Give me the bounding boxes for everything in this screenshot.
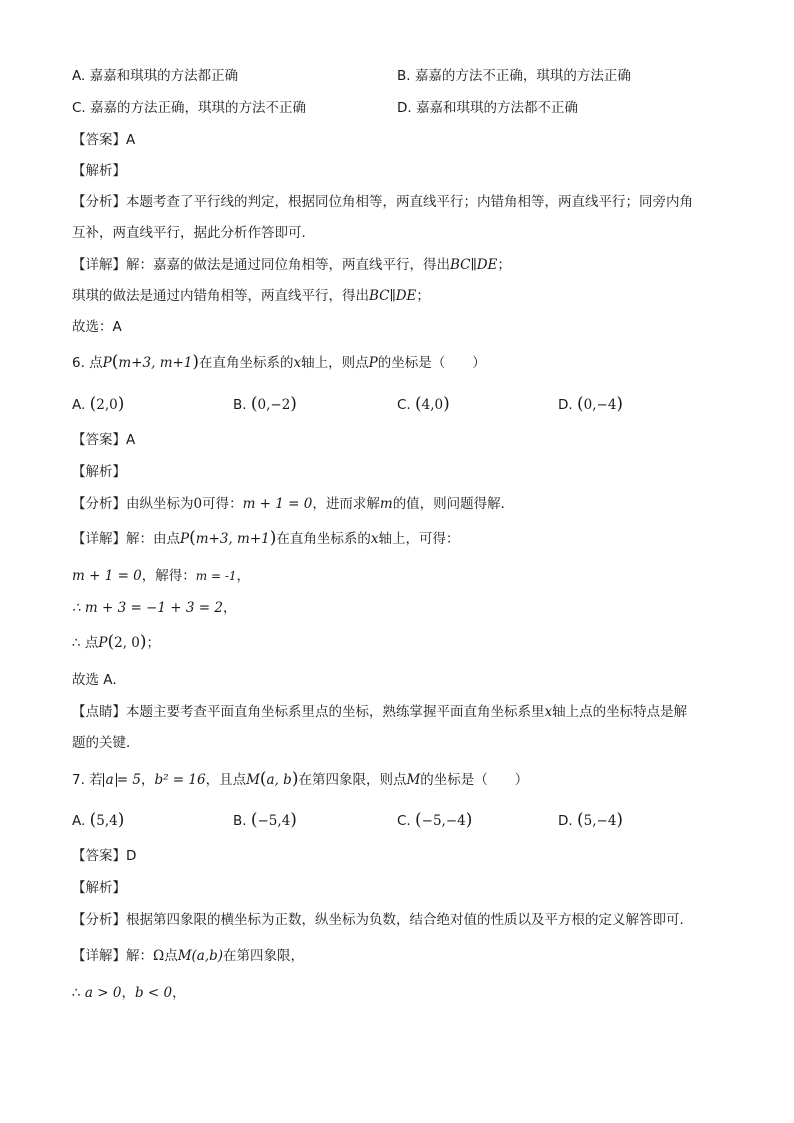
q7-option-a-rparen: )	[117, 810, 125, 830]
q7-stem-sep: ，	[140, 772, 155, 788]
q5-jiexi: 【解析】	[72, 163, 126, 179]
q5-detail-line-2	[72, 286, 430, 306]
q6-option-c-value: 4,0	[421, 397, 444, 413]
q7-option-a-value: 5,4	[96, 813, 118, 829]
q6-option-b-lparen: (	[250, 394, 258, 414]
q6-step-1-mid: ，解得：	[141, 568, 196, 584]
q5-answer: 【答案】A	[72, 132, 136, 148]
q6-step-2-post: ，	[222, 600, 237, 616]
q7-option-c-lparen: (	[415, 810, 422, 830]
q6-option-a	[72, 394, 124, 415]
q7-detail-mid: 点	[164, 948, 178, 964]
q7-option-d-rparen: )	[616, 810, 624, 830]
q7-option-b-label: B.	[233, 813, 247, 829]
q6-stem-post: 的坐标是（ ）	[377, 355, 486, 371]
q6-option-b	[233, 394, 297, 415]
q6-detail-coord: m+3, m+1	[195, 531, 270, 547]
q5-detail-2-end: ；	[416, 288, 430, 304]
q7-conclusion-a: a > 0	[84, 985, 122, 1001]
q6-detail-point: P	[180, 531, 190, 547]
q6-detail	[72, 528, 460, 549]
q7-stem-abs-a: a	[103, 773, 117, 787]
q7-stem-coord: a, b	[266, 772, 292, 788]
q7-stem-eq1: = 5	[116, 772, 141, 788]
q5-detail-2-math: BC∥DE	[369, 288, 417, 304]
q6-option-c-lparen: (	[415, 394, 422, 414]
q6-stem-point: P	[102, 355, 112, 371]
q7-option-c-label: C.	[397, 813, 411, 829]
q6-step-1-eq: m + 1 = 0	[72, 568, 142, 584]
q6-option-b-rparen: )	[290, 394, 297, 414]
q7-option-b-value: −5,4	[257, 813, 291, 829]
q7-conclusion	[72, 983, 186, 1003]
q6-option-b-label: B.	[233, 397, 247, 413]
q6-step-3	[72, 632, 160, 653]
q6-option-d-value: 0,−4	[583, 397, 617, 413]
q7-option-a-label: A.	[72, 813, 86, 829]
q6-step-2	[72, 598, 236, 618]
q7-detail-pre: 【详解】解：	[72, 948, 153, 964]
q7-detail-point: M	[177, 948, 192, 964]
q7-detail-post: 在第四象限，	[223, 948, 305, 964]
q7-stem-rparen: )	[291, 769, 299, 789]
q6-stem-rparen: )	[192, 352, 200, 372]
q5-detail-1-end: ；	[497, 257, 511, 273]
q7-option-a-lparen: (	[89, 810, 97, 830]
q7-stem-b2: b² = 16	[154, 772, 206, 788]
q7-analysis: 【分析】根据第四象限的横坐标为正数，纵坐标为负数，结合绝对值的性质以及平方根的定义解答即可．	[72, 912, 693, 928]
q5-detail-2-text: 琪琪的做法是通过内错角相等，两直线平行，得出	[72, 288, 369, 304]
q6-analysis-mid: 可得：	[202, 496, 243, 512]
q6-step-3-point: P	[98, 635, 108, 651]
q6-step-3-coord: 2, 0	[114, 635, 140, 651]
q7-detail	[72, 946, 304, 966]
q6-step-3-pre: ∴ 点	[72, 635, 99, 651]
q6-analysis-m: m	[379, 496, 393, 512]
q5-option-d: D. 嘉嘉和琪琪的方法都不正确	[397, 100, 578, 116]
q6-step-3-lparen: (	[107, 632, 115, 652]
q6-analysis-post: 的值，则问题得解．	[392, 496, 515, 512]
q6-option-b-value: 0,−2	[257, 397, 291, 413]
q7-stem-mid: ，且点	[205, 772, 247, 788]
q7-detail-coord: (a,b)	[191, 948, 224, 964]
q5-analysis-line-1: 【分析】本题考查了平行线的判定，根据同位角相等，两直线平行；内错角相等，两直线平行；同旁内角	[72, 194, 693, 210]
q5-choose: 故选：A	[72, 319, 122, 335]
q6-option-d-rparen: )	[616, 394, 624, 414]
q5-detail-1-text: 【详解】解：嘉嘉的做法是通过同位角相等，两直线平行，得出	[72, 257, 450, 273]
q6-stem-pre: 6. 点	[72, 355, 103, 371]
q6-choose: 故选 A．	[72, 672, 127, 688]
q6-option-a-label: A.	[72, 397, 86, 413]
q7-stem-point: M	[246, 772, 260, 788]
q7-conclusion-pre: ∴	[72, 985, 85, 1001]
q7-option-a	[72, 810, 124, 831]
q6-analysis-mid2: ，进而求解	[312, 496, 380, 512]
q6-analysis-eq: m + 1 = 0	[242, 496, 313, 512]
q5-detail-1-math: BC∥DE	[450, 257, 498, 273]
q7-option-d-label: D.	[558, 813, 573, 829]
q6-option-d-label: D.	[558, 397, 573, 413]
q5-option-b: B. 嘉嘉的方法不正确，琪琪的方法正确	[397, 68, 631, 84]
q5-analysis-line-2: 互补，两直线平行，据此分析作答即可．	[72, 225, 315, 241]
q7-option-d-lparen: (	[576, 810, 584, 830]
q7-stem-pre: 7. 若	[72, 772, 103, 788]
q6-step-1-result: m = -1	[195, 569, 237, 583]
q6-option-c-rparen: )	[443, 394, 450, 414]
q6-option-d	[558, 394, 623, 415]
q6-detail-pre: 【详解】解：由点	[72, 531, 180, 547]
q6-analysis	[72, 494, 514, 514]
q6-stem-point-2: P	[368, 355, 378, 371]
q7-answer: 【答案】D	[72, 848, 137, 864]
q7-stem-point-2: M	[406, 772, 421, 788]
q7-conclusion-post: ，	[172, 985, 186, 1001]
q7-option-b-lparen: (	[250, 810, 258, 830]
q7-option-c	[397, 810, 472, 831]
q7-stem-mid2: 在第四象限，则点	[298, 772, 407, 788]
q7-stem	[72, 769, 528, 790]
q5-option-a: A. 嘉嘉和琪琪的方法都正确	[72, 68, 239, 84]
q6-detail-mid: 在直角坐标系的	[276, 531, 371, 547]
q6-option-a-value: 2,0	[96, 397, 118, 413]
q6-analysis-pre: 【分析】由纵坐标为	[72, 496, 194, 512]
q6-answer: 【答案】A	[72, 432, 136, 448]
q7-stem-lparen: (	[259, 769, 267, 789]
q6-stem-lparen: (	[111, 352, 119, 372]
q7-option-c-rparen: )	[465, 810, 473, 830]
q6-comment-line-1	[72, 702, 687, 722]
q7-option-b	[233, 810, 297, 831]
q6-detail-x: x	[370, 531, 379, 547]
q6-jiexi: 【解析】	[72, 464, 126, 480]
q6-comment-1-x: x	[544, 704, 553, 720]
q7-conclusion-b: b < 0	[134, 985, 173, 1001]
q6-detail-lparen: (	[189, 528, 196, 548]
q6-step-1-post: ，	[236, 568, 251, 584]
q6-stem-mid2: 轴上，则点	[301, 355, 369, 371]
q7-option-d	[558, 810, 623, 831]
q6-stem-x: x	[293, 355, 302, 371]
q6-comment-1-pre: 【点睛】本题主要考查平面直角坐标系里点的坐标，熟练掌握平面直角坐标系里	[72, 704, 545, 720]
q6-comment-line-2: 题的关键．	[72, 735, 140, 751]
q7-option-b-rparen: )	[290, 810, 297, 830]
q6-detail-rparen: )	[269, 528, 277, 548]
q6-step-1	[72, 566, 250, 586]
q5-option-c: C. 嘉嘉的方法正确，琪琪的方法不正确	[72, 100, 307, 116]
q7-detail-because-symbol: Ω	[153, 948, 165, 964]
q7-stem-post: 的坐标是（ ）	[420, 772, 529, 788]
q7-conclusion-sep: ，	[121, 985, 135, 1001]
q6-stem-mid: 在直角坐标系的	[199, 355, 294, 371]
q6-analysis-zero: 0	[193, 496, 203, 512]
q7-option-c-value: −5,−4	[421, 813, 466, 829]
q6-option-d-lparen: (	[576, 394, 584, 414]
q6-stem	[72, 352, 486, 373]
q6-step-3-post: ；	[146, 635, 161, 651]
q6-step-2-eq: ∴ m + 3 = −1 + 3 = 2	[72, 600, 223, 616]
q6-detail-post: 轴上，可得：	[378, 531, 460, 547]
q7-jiexi: 【解析】	[72, 880, 126, 896]
q6-option-a-lparen: (	[89, 394, 97, 414]
q6-option-c	[397, 394, 450, 415]
q5-detail-line-1	[72, 255, 511, 275]
q6-option-c-label: C.	[397, 397, 411, 413]
q6-option-a-rparen: )	[117, 394, 125, 414]
q7-option-d-value: 5,−4	[583, 813, 617, 829]
q6-step-3-rparen: )	[139, 632, 147, 652]
q6-comment-1-post: 轴上点的坐标特点是解	[552, 704, 688, 720]
q6-stem-coord: m+3, m+1	[118, 355, 193, 371]
